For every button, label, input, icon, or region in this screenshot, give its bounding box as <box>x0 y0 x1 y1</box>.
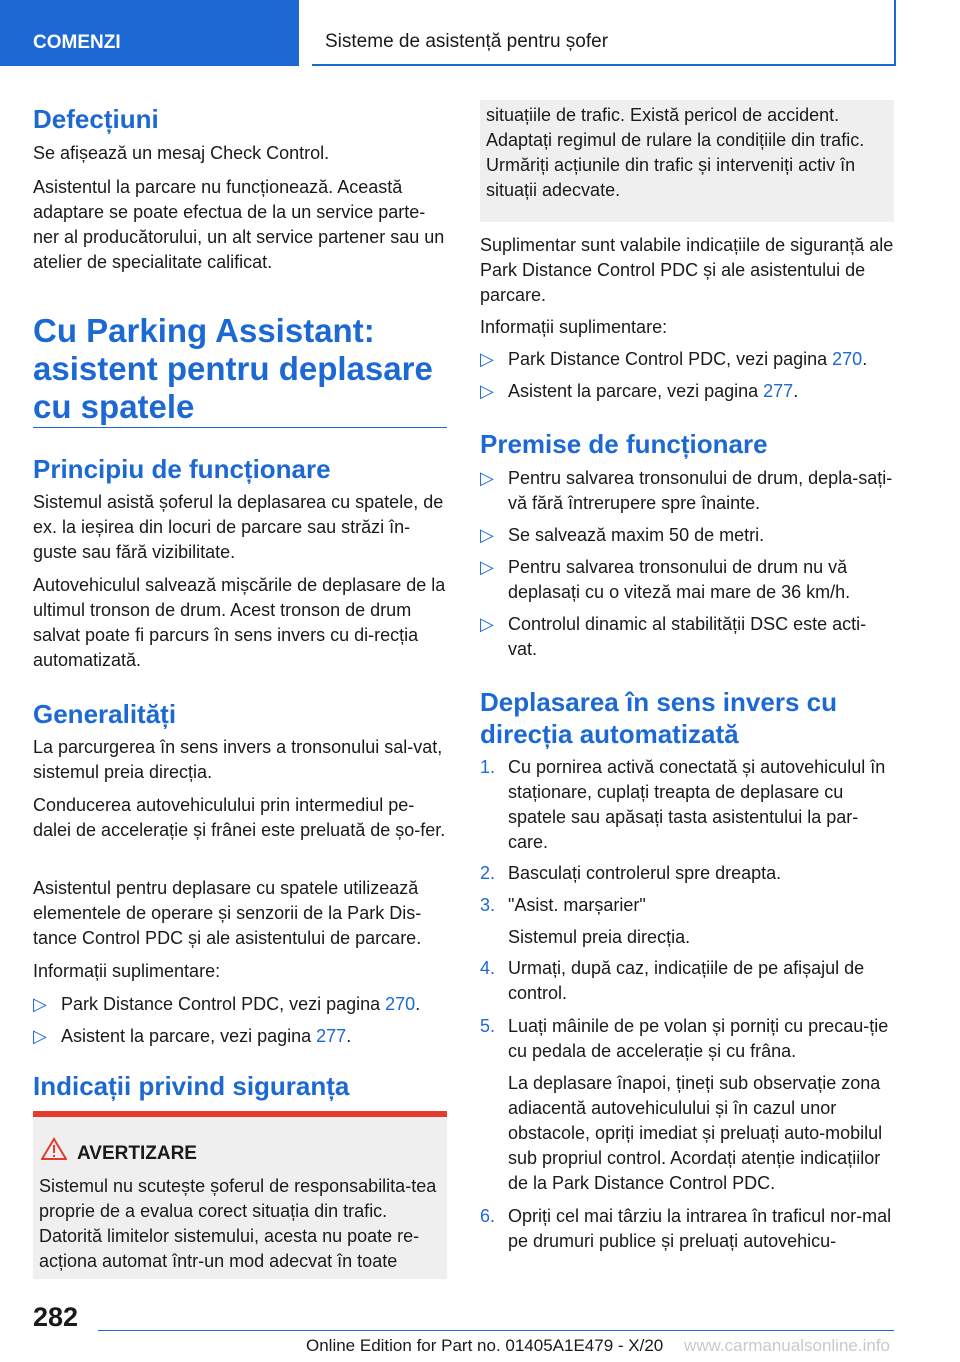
warning-text: Sistemul nu scutește șoferul de responsabilita-tea proprie de a evalua corect situația din trafic. Datorită limitelor sistemului, acesta nu poate re-acționa automat într-un mod adecvat în toate <box>39 1176 437 1271</box>
header-section-tab <box>0 0 299 66</box>
page-link[interactable]: 270 <box>832 349 863 369</box>
page-link[interactable]: 277 <box>763 381 794 401</box>
list-item: ▷ Pentru salvarea tronsonului de drum nu vă deplasați cu o viteză mai mare de 36 km/h. <box>480 557 851 602</box>
paragraph: Sistemul asistă șoferul la deplasarea cu spatele, de ex. la ieșirea din locuri de parcare sau străzi în-guste sau fără vizibilitate. <box>33 492 444 562</box>
numbered-step: 5. Luați mâinile de pe volan și porniți cu precau-ție cu pedala de accelerație și cu frâna. La deplasare înapoi, țineți sub observație zona adiacentă autovehiculului și în cazul unor obstacole, opriți imediat și preluați auto-mobilul sub propriul control. Acordați atenție indicațiilor de la Park Distance Control PDC. <box>480 1014 894 1196</box>
list-item: ▷ Park Distance Control PDC, vezi pagina 270. <box>480 347 894 372</box>
triangle-bullet-icon: ▷ <box>480 525 494 545</box>
triangle-bullet-icon: ▷ <box>480 614 494 634</box>
warning-title: AVERTIZARE <box>77 1143 197 1164</box>
step-note: La deplasare înapoi, țineți sub observație zona adiacentă autovehiculului și în cazul unor obstacole, opriți imediat și preluați auto-mobilul sub propriul control. Acordați atenție indicațiilor de la Park Distance Control PDC. <box>508 1073 883 1193</box>
info-label: Informații suplimentare: <box>480 317 668 337</box>
header-chapter-tab <box>312 0 896 66</box>
paragraph: Asistentul la parcare nu funcționează. Această adaptare se poate efectua de la un service parte-ner al producătorului, un alt service partener sau un atelier de specialitate calificat. <box>33 177 445 272</box>
step-number: 1. <box>480 757 496 777</box>
footer-divider <box>98 1330 894 1331</box>
list-item: ▷ Asistent la parcare, vezi pagina 277. <box>33 1024 447 1049</box>
triangle-bullet-icon: ▷ <box>33 1026 47 1046</box>
triangle-bullet-icon: ▷ <box>33 994 47 1014</box>
heading-deplasarea: Deplasarea în sens invers cu direcția automatizată <box>480 687 837 749</box>
footer-edition: Online Edition for Part no. 01405A1E479 - X/20 <box>306 1336 664 1355</box>
info-label: Informații suplimentare: <box>33 961 221 981</box>
triangle-bullet-icon: ▷ <box>480 557 494 577</box>
heading-premise: Premise de funcționare <box>480 429 768 459</box>
step-number: 5. <box>480 1016 496 1036</box>
warning-box <box>33 1111 447 1279</box>
paragraph: Asistentul pentru deplasare cu spatele utilizează elementele de operare și senzorii de la Park Dis-tance Control PDC și ale asistentului de parcare. <box>33 878 422 948</box>
header-section-label: COMENZI <box>33 32 121 53</box>
warning-triangle-icon <box>41 1137 67 1161</box>
triangle-bullet-icon: ▷ <box>480 468 494 488</box>
warning-box-continued <box>480 100 894 222</box>
step-number: 3. <box>480 895 496 915</box>
header-chapter-label: Sisteme de asistență pentru șofer <box>325 31 609 52</box>
heading-generalitati: Generalități <box>33 699 177 729</box>
main-section-title: Cu Parking Assistant: asistent pentru deplasare cu spatele <box>33 312 433 425</box>
triangle-bullet-icon: ▷ <box>480 381 494 401</box>
heading-principiu: Principiu de funcționare <box>33 454 331 484</box>
section-divider <box>33 427 447 428</box>
list-item: ▷ Pentru salvarea tronsonului de drum, depla-sați-vă fără întrerupere spre înainte. <box>480 468 893 513</box>
heading-siguranta: Indicații privind siguranța <box>33 1071 350 1101</box>
step-number: 4. <box>480 958 496 978</box>
paragraph: La parcurgerea în sens invers a tronsonului sal-vat, sistemul preia direcția. <box>33 737 443 782</box>
page-number: 282 <box>33 1302 79 1332</box>
page-link[interactable]: 277 <box>316 1026 347 1046</box>
heading-defectiuni: Defecțiuni <box>33 104 159 134</box>
paragraph: Conducerea autovehiculului prin intermediul pe-dalei de accelerație și frânei este preluată de șo-fer. <box>33 795 446 840</box>
numbered-step: 2. Basculați controlerul spre dreapta. <box>480 861 894 886</box>
paragraph: Se afișează un mesaj Check Control. <box>33 143 330 163</box>
list-item: ▷ Se salvează maxim 50 de metri. <box>480 523 894 548</box>
step-note: Sistemul preia direcția. <box>508 927 691 947</box>
list-item: ▷ Asistent la parcare, vezi pagina 277. <box>480 379 894 404</box>
numbered-step: 6. Opriți cel mai târziu la intrarea în traficul nor-mal pe drumuri publice și preluați autovehicu- <box>480 1206 892 1251</box>
numbered-step: 3. "Asist. marșarier" Sistemul preia direcția. <box>480 893 894 950</box>
step-number: 6. <box>480 1206 496 1226</box>
triangle-bullet-icon: ▷ <box>480 349 494 369</box>
paragraph: Suplimentar sunt valabile indicațiile de siguranță ale Park Distance Control PDC și ale asistentului de parcare. <box>480 235 894 305</box>
step-number: 2. <box>480 863 496 883</box>
footer-watermark: www.carmanualsonline.info <box>684 1336 890 1355</box>
page-link[interactable]: 270 <box>385 994 416 1014</box>
numbered-step: 4. Urmați, după caz, indicațiile de pe afișajul de control. <box>480 958 865 1003</box>
paragraph: Autovehiculul salvează mișcările de deplasare de la ultimul tronson de drum. Acest tronson de drum salvat poate fi parcurs în sens invers cu di-recția automatizată. <box>33 575 446 670</box>
list-item: ▷ Controlul dinamic al stabilității DSC este acti-vat. <box>480 614 867 659</box>
numbered-step: 1. Cu pornirea activă conectată și autovehiculul în staționare, cuplați treapta de deplasare cu spatele sau apăsați tasta asistentului la par-care. <box>480 757 886 852</box>
list-item: ▷ Park Distance Control PDC, vezi pagina 270. <box>33 992 447 1017</box>
warning-text-continued: situațiile de trafic. Există pericol de accident. Adaptați regimul de rulare la condițiile din trafic. Urmăriți acțiunile din trafic și interveniți activ în situații adecvate. <box>486 105 865 200</box>
